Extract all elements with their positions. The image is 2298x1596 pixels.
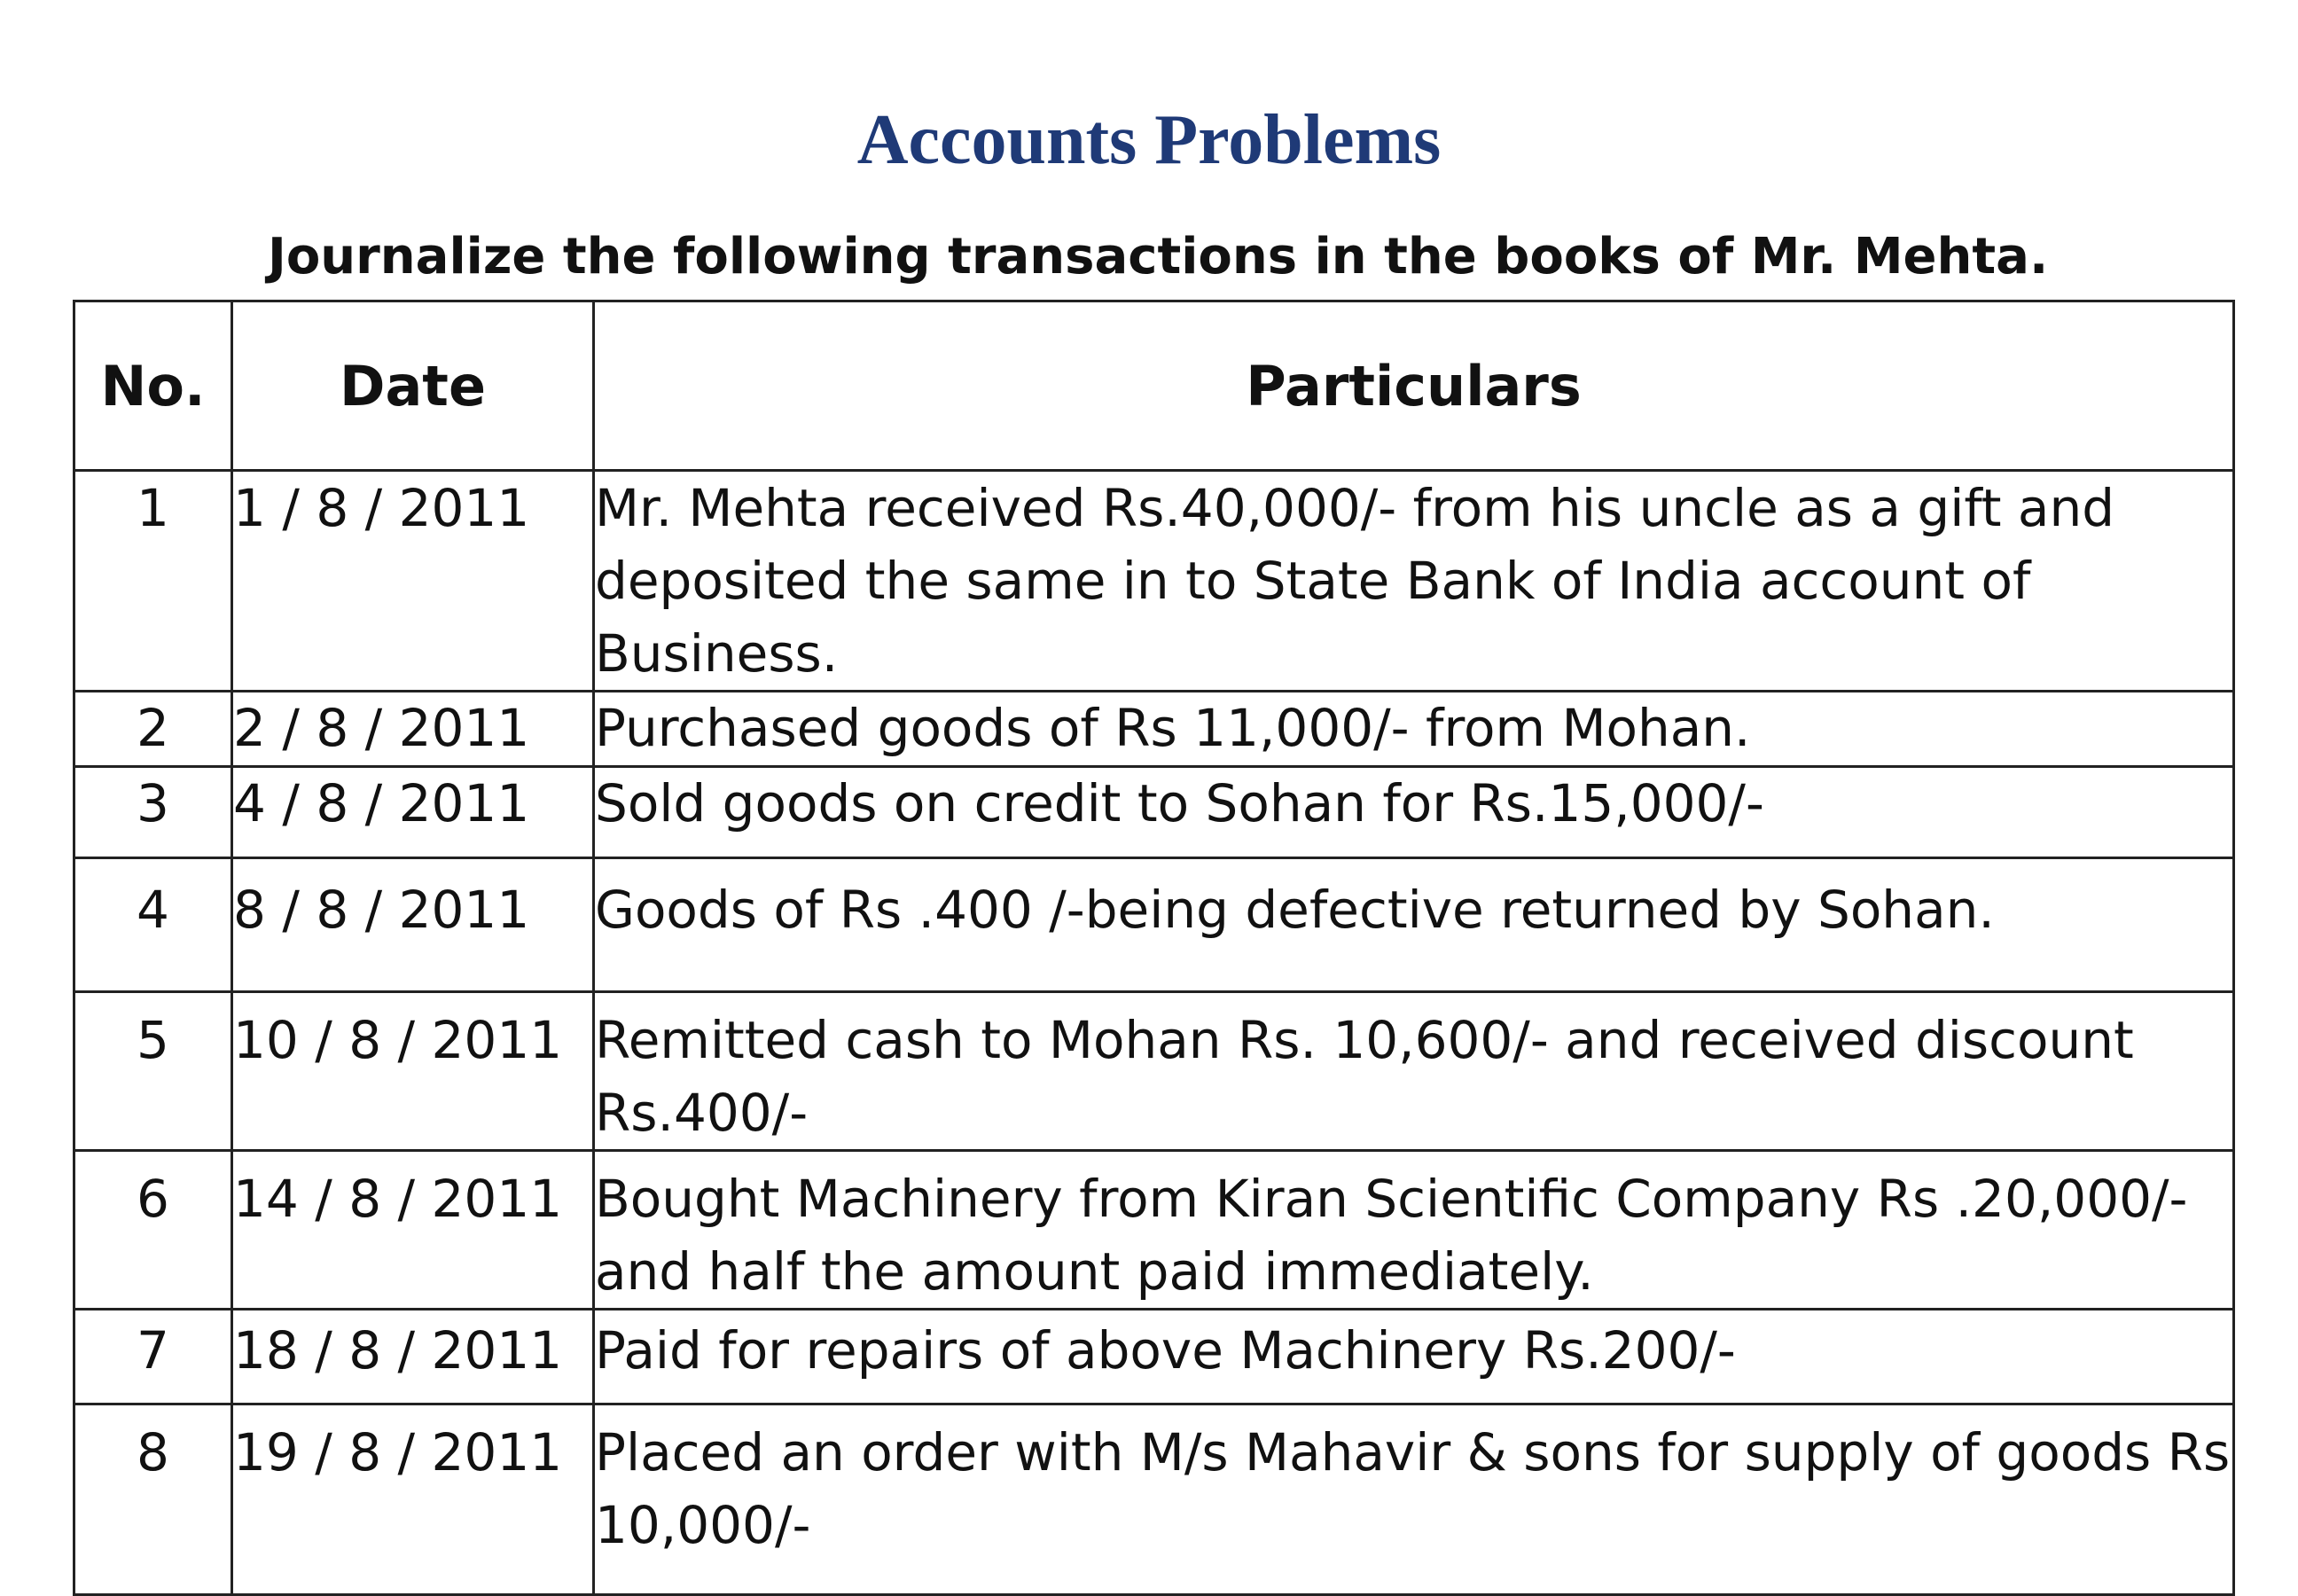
- table-row: [74, 1310, 2234, 1404]
- row-date: 18 / 8 / 2011: [232, 1310, 594, 1404]
- row-number: 3: [74, 767, 232, 858]
- row-date: 2 / 8 / 2011: [232, 692, 594, 767]
- table-row: [74, 692, 2234, 767]
- row-number: 1: [74, 471, 232, 692]
- row-number: 6: [74, 1151, 232, 1310]
- row-particulars: Remitted cash to Mohan Rs. 10,600/- and received discount Rs.400/-: [594, 992, 2234, 1151]
- row-particulars: Placed an order with M/s Mahavir & sons for supply of goods Rs 10,000/-: [594, 1404, 2234, 1595]
- page-title: Accounts Problems: [856, 101, 1442, 179]
- header-date: Date: [232, 301, 594, 471]
- table-row: [74, 992, 2234, 1151]
- row-number: 8: [74, 1404, 232, 1595]
- row-date: 10 / 8 / 2011: [232, 992, 594, 1151]
- row-date: 14 / 8 / 2011: [232, 1151, 594, 1310]
- row-number: 4: [74, 858, 232, 992]
- row-date: 1 / 8 / 2011: [232, 471, 594, 692]
- instruction-text: Journalize the following transactions in the books of Mr. Mehta.: [268, 228, 2049, 286]
- row-date: 8 / 8 / 2011: [232, 858, 594, 992]
- table-header-row: [74, 301, 2234, 471]
- row-date: 19 / 8 / 2011: [232, 1404, 594, 1595]
- table-row: [74, 471, 2234, 692]
- table-row: [74, 858, 2234, 992]
- transactions-table: [73, 300, 2235, 1596]
- row-date: 4 / 8 / 2011: [232, 767, 594, 858]
- row-particulars: Paid for repairs of above Machinery Rs.200/-: [594, 1310, 2234, 1404]
- row-particulars: Sold goods on credit to Sohan for Rs.15,000/-: [594, 767, 2234, 858]
- table-row: [74, 767, 2234, 858]
- row-number: 5: [74, 992, 232, 1151]
- row-particulars: Mr. Mehta received Rs.40,000/- from his uncle as a gift and deposited the same in to State Bank of India account of Business.: [594, 471, 2234, 692]
- row-particulars: Bought Machinery from Kiran Scientific Company Rs .20,000/- and half the amount paid immediately.: [594, 1151, 2234, 1310]
- row-number: 7: [74, 1310, 232, 1404]
- header-particulars: Particulars: [594, 301, 2234, 471]
- row-particulars: Purchased goods of Rs 11,000/- from Mohan.: [594, 692, 2234, 767]
- table-row: [74, 1151, 2234, 1310]
- table-row: [74, 1404, 2234, 1595]
- header-no: No.: [74, 301, 232, 471]
- row-particulars: Goods of Rs .400 /-being defective returned by Sohan.: [594, 858, 2234, 992]
- row-number: 2: [74, 692, 232, 767]
